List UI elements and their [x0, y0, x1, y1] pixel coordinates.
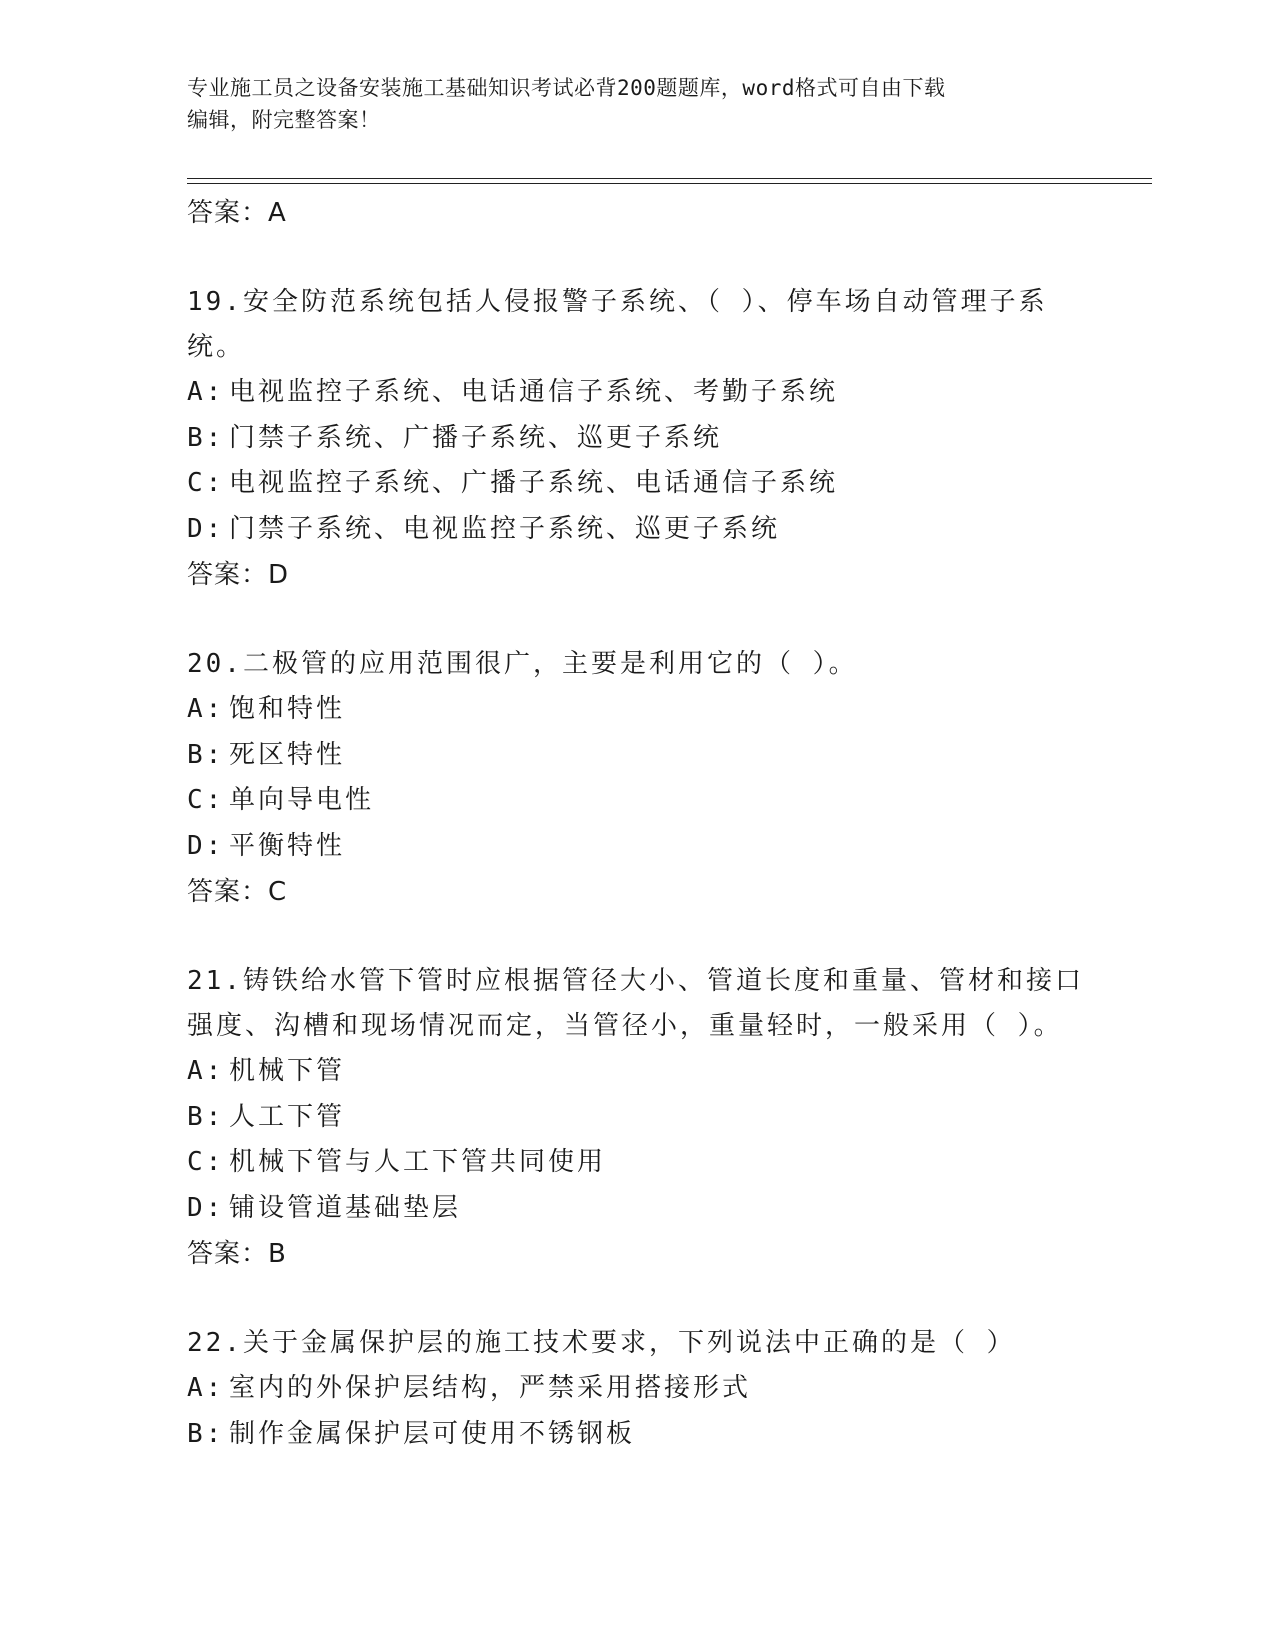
- option-c: [187, 461, 1147, 507]
- option-b: [187, 733, 1147, 779]
- option-letter: D:: [187, 513, 225, 544]
- option-letter: D:: [187, 1192, 225, 1223]
- answer-text: 答案：C: [187, 877, 288, 907]
- option-a: [187, 687, 1147, 733]
- answer-text: 答案：B: [187, 1239, 287, 1269]
- option-c: [187, 1140, 1147, 1186]
- question-text: 强度、沟槽和现场情况而定，当管径小，重量轻时，一般采用（ ）。: [187, 1011, 1063, 1041]
- header-line-2: 编辑，附完整答案！: [187, 108, 381, 132]
- question-text: 21.铸铁给水管下管时应根据管径大小、管道长度和重量、管材和接口: [187, 966, 1084, 996]
- option-text: 人工下管: [229, 1101, 346, 1132]
- option-text: 机械下管: [229, 1056, 346, 1086]
- option-letter: D:: [187, 830, 225, 861]
- option-letter: C:: [187, 1147, 225, 1177]
- header-rule-top: [187, 178, 1152, 179]
- question-20: [187, 642, 1147, 915]
- answer-text: 答案：D: [187, 560, 290, 590]
- spacer: [187, 598, 1147, 642]
- header-line-1: 专业施工员之设备安装施工基础知识考试必背200题题库，word格式可自由下载: [187, 76, 946, 100]
- option-text: 电视监控子系统、广播子系统、电话通信子系统: [229, 468, 839, 498]
- spacer: [187, 236, 1147, 280]
- option-letter: B:: [187, 739, 225, 770]
- option-letter: A:: [187, 1373, 225, 1403]
- question-text: 22.关于金属保护层的施工技术要求，下列说法中正确的是（ ）: [187, 1328, 1016, 1358]
- option-text: 铺设管道基础垫层: [229, 1192, 462, 1223]
- question-text: 20.二极管的应用范围很广，主要是利用它的（ ）。: [187, 649, 858, 679]
- option-a: [187, 370, 1147, 416]
- option-text: 机械下管与人工下管共同使用: [229, 1147, 607, 1177]
- option-letter: B:: [187, 1418, 225, 1449]
- option-b: [187, 1412, 1147, 1458]
- option-text: 制作金属保护层可使用不锈钢板: [229, 1418, 636, 1449]
- question-22: [187, 1321, 1147, 1457]
- option-text: 平衡特性: [229, 830, 346, 861]
- answer-text: 答案：A: [187, 198, 287, 228]
- option-letter: A:: [187, 694, 225, 724]
- option-d: [187, 1186, 1147, 1232]
- header-rule-bottom: [187, 183, 1152, 184]
- spacer: [187, 915, 1147, 959]
- option-letter: C:: [187, 468, 225, 498]
- option-c: [187, 778, 1147, 824]
- option-letter: A:: [187, 377, 225, 407]
- question-19: [187, 280, 1147, 598]
- option-text: 门禁子系统、电视监控子系统、巡更子系统: [229, 513, 781, 544]
- option-b: [187, 1095, 1147, 1141]
- option-b: [187, 416, 1147, 462]
- option-text: 饱和特性: [229, 694, 346, 724]
- option-letter: A:: [187, 1056, 225, 1086]
- option-letter: B:: [187, 1101, 225, 1132]
- spacer: [187, 1277, 1147, 1321]
- option-d: [187, 507, 1147, 553]
- question-list: [187, 190, 1147, 1457]
- option-text: 门禁子系统、广播子系统、巡更子系统: [229, 422, 723, 453]
- option-text: 电视监控子系统、电话通信子系统、考勤子系统: [229, 377, 839, 407]
- option-text: 室内的外保护层结构，严禁采用搭接形式: [229, 1373, 752, 1403]
- question-text: 统。: [187, 332, 246, 362]
- question-21: [187, 959, 1147, 1277]
- option-letter: B:: [187, 422, 225, 453]
- option-a: [187, 1049, 1147, 1095]
- option-a: [187, 1366, 1147, 1412]
- option-text: 死区特性: [229, 739, 346, 770]
- question-text: 19.安全防范系统包括人侵报警子系统、（ ）、停车场自动管理子系: [187, 287, 1048, 317]
- option-text: 单向导电性: [229, 785, 375, 815]
- option-letter: C:: [187, 785, 225, 815]
- option-d: [187, 824, 1147, 870]
- document-header: [187, 72, 1087, 136]
